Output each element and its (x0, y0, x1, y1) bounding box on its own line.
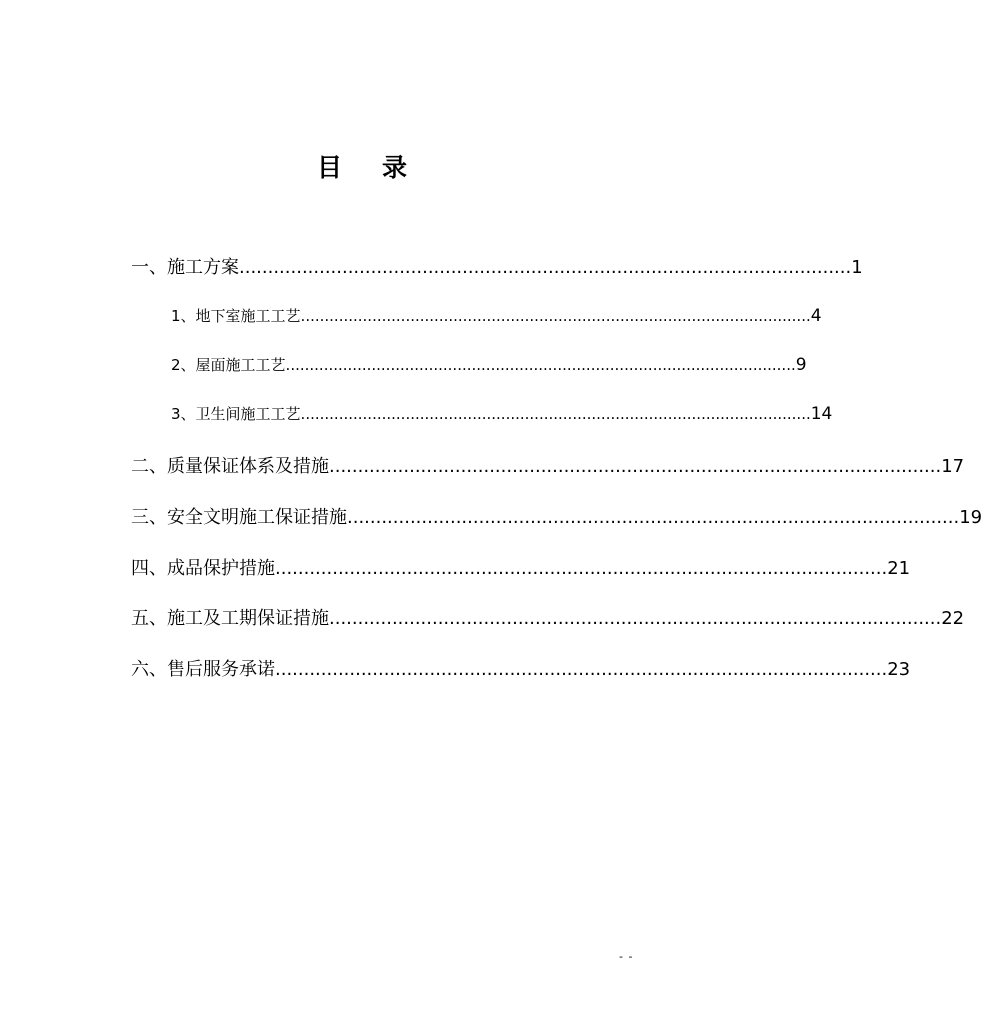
toc-entry[interactable] (131, 604, 965, 630)
toc-entry-label: 1、地下室施工工艺 (171, 307, 301, 325)
toc-entry-page: 1 (851, 257, 863, 278)
toc-entry-page: 9 (795, 355, 807, 375)
toc-leader-dots: ........................................................................................................... (239, 257, 852, 278)
toc-entry-page: 22 (941, 608, 965, 629)
toc-entry-label: 三、安全文明施工保证措施 (131, 507, 347, 528)
toc-leader-dots: ........................................................................................................... (329, 456, 942, 477)
toc-entry[interactable] (131, 655, 911, 681)
toc-entry-page: 4 (810, 306, 822, 326)
toc-entry-label: 3、卫生间施工工艺 (171, 405, 301, 423)
toc-entry-label: 一、施工方案 (131, 257, 239, 278)
toc-entry-page: 14 (810, 404, 833, 424)
toc-leader-dots: ........................................................................................................... (275, 558, 888, 579)
page-number-mark: - - (619, 950, 634, 963)
toc-entry[interactable] (131, 554, 911, 580)
toc-subentry[interactable] (171, 354, 807, 375)
toc-entry-page: 23 (887, 659, 911, 680)
toc-entry[interactable] (131, 452, 965, 478)
toc-entry-label: 2、屋面施工工艺 (171, 356, 286, 374)
toc-subentry[interactable] (171, 305, 822, 326)
toc-subentry[interactable] (171, 403, 833, 424)
toc-entry-label: 五、施工及工期保证措施 (131, 608, 329, 629)
toc-entry[interactable] (131, 253, 863, 279)
toc-entry-label: 二、质量保证体系及措施 (131, 456, 329, 477)
toc-entry-page: 21 (887, 558, 911, 579)
toc-leader-dots: ........................................................................................................... (285, 356, 796, 374)
page-title (0, 148, 724, 184)
toc-leader-dots: ........................................................................................................... (329, 608, 942, 629)
toc-entry-label: 四、成品保护措施 (131, 558, 275, 579)
toc-leader-dots: ........................................................................................................... (275, 659, 888, 680)
toc-entry-label: 六、售后服务承诺 (131, 659, 275, 680)
toc-entry[interactable] (131, 503, 982, 529)
toc-leader-dots: ........................................................................................................... (300, 405, 811, 423)
toc-leader-dots: ........................................................................................................... (347, 507, 960, 528)
toc-entry-page: 19 (959, 507, 982, 528)
title-char-1: 目 (316, 153, 342, 182)
toc-leader-dots: ........................................................................................................... (300, 307, 811, 325)
title-char-2: 录 (382, 153, 408, 182)
toc-entry-page: 17 (941, 456, 965, 477)
